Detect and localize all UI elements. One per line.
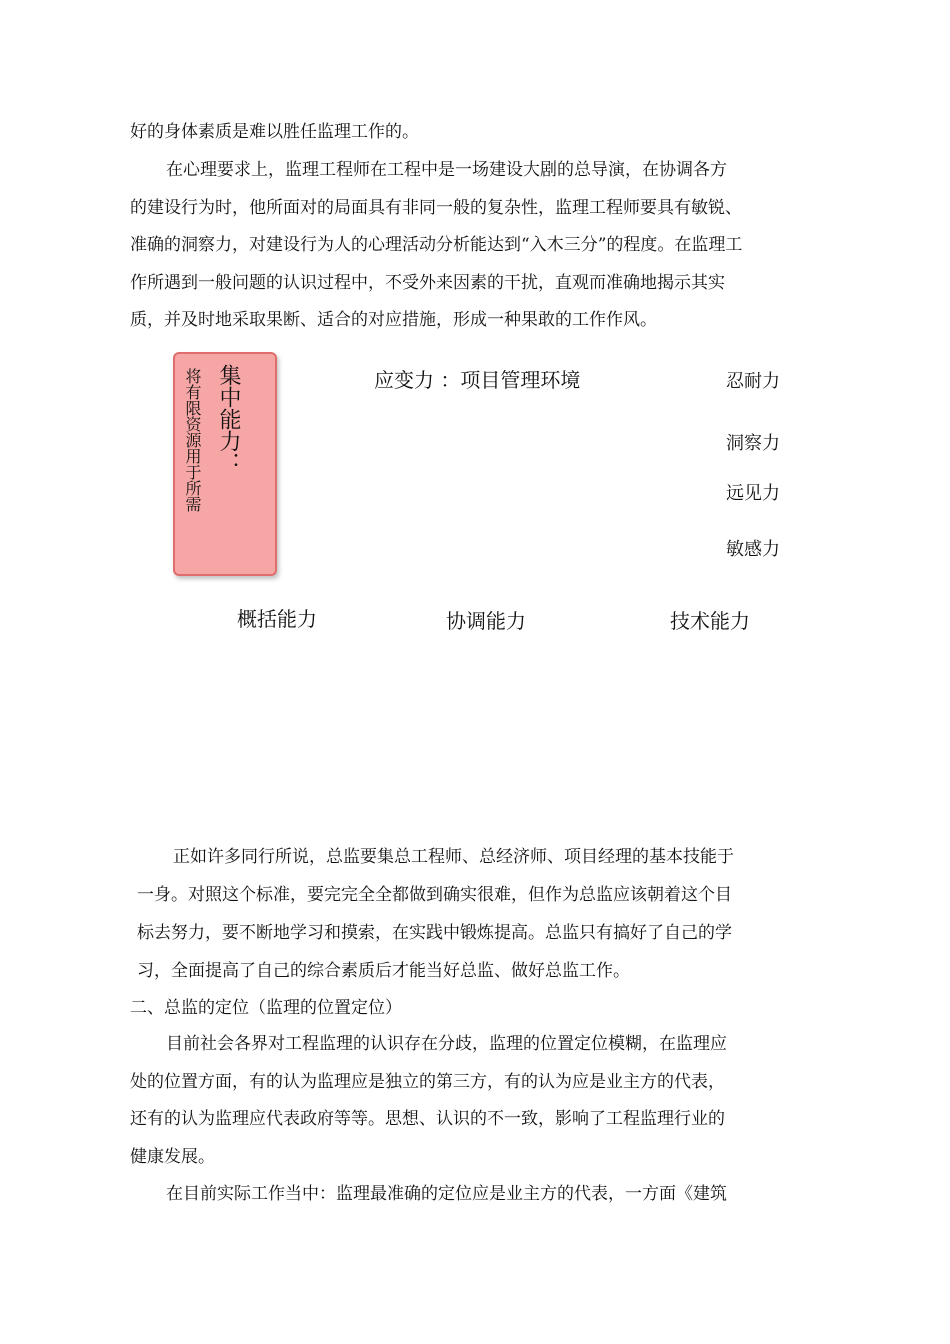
section-heading <box>130 990 810 1028</box>
text-line: 健康发展。 <box>130 1146 215 1167</box>
diagram-item-insight: 洞察力 <box>726 433 780 454</box>
text-line: 标去努力，要不断地学习和摸索，在实践中锻炼提高。总监只有搞好了自己的学 <box>137 923 732 943</box>
text-line: 作所遇到一般问题的认识过程中，不受外来因素的干扰，直观而准确地揭示其实 <box>130 272 725 293</box>
paragraph-body-health <box>130 114 810 152</box>
text-line: 目前社会各界对工程监理的认识存在分歧，监理的位置定位模糊，在监理应 <box>166 1034 727 1054</box>
paragraph-positioning <box>130 1026 810 1176</box>
text-line: 的建设行为时，他所面对的局面具有非同一般的复杂性，监理工程师要具有敏锐、 <box>130 197 742 218</box>
paragraph-psychology <box>130 152 810 340</box>
paragraph-standard <box>137 838 817 990</box>
text-line: 在心理要求上，监理工程师在工程中是一场建设大剧的总导演，在协调各方 <box>166 160 727 180</box>
text-line: 还有的认为监理应代表政府等等。思想、认识的不一致，影响了工程监理行业的 <box>130 1109 725 1129</box>
diagram-item-sensitivity: 敏感力 <box>726 539 780 560</box>
text-line: 正如许多同行所说，总监要集总工程师、总经济师、项目经理的基本技能于 <box>173 847 734 867</box>
text-line: 准确的洞察力，对建设行为人的心理活动分析能达到“入木三分”的程度。在监理工 <box>130 235 743 255</box>
diagram-item-summarizing: 概括能力 <box>237 607 317 631</box>
diagram-item-patience: 忍耐力 <box>726 371 780 392</box>
text-line: 处的位置方面，有的认为监理应是独立的第三方，有的认为应是业主方的代表， <box>130 1071 725 1092</box>
diagram-item-technical: 技术能力 <box>670 609 750 633</box>
diagram-center-title: 应变力 ：项目管理环境 <box>374 368 581 392</box>
card-small-text: 将有限资源用于所需 <box>183 368 202 512</box>
text-line: 在目前实际工作当中：监理最准确的定位应是业主方的代表，一方面《建筑 <box>166 1184 727 1204</box>
card-big-text: 集中能力： <box>216 364 241 474</box>
diagram-item-foresight: 远见力 <box>726 483 780 504</box>
text-line: 习，全面提高了自己的综合素质后才能当好总监、做好总监工作。 <box>137 961 630 981</box>
text-line: 好的身体素质是难以胜任监理工作的。 <box>130 122 419 142</box>
paragraph-practice <box>130 1176 810 1214</box>
text-line: 质，并及时地采取果断、适合的对应措施，形成一种果敢的工作作风。 <box>130 310 657 330</box>
diagram-item-coordination: 协调能力 <box>446 609 526 633</box>
heading-text: 二、总监的定位（监理的位置定位） <box>130 998 402 1018</box>
text-line: 一身。对照这个标准，要完完全全都做到确实很难，但作为总监应该朝着这个目 <box>137 885 732 905</box>
